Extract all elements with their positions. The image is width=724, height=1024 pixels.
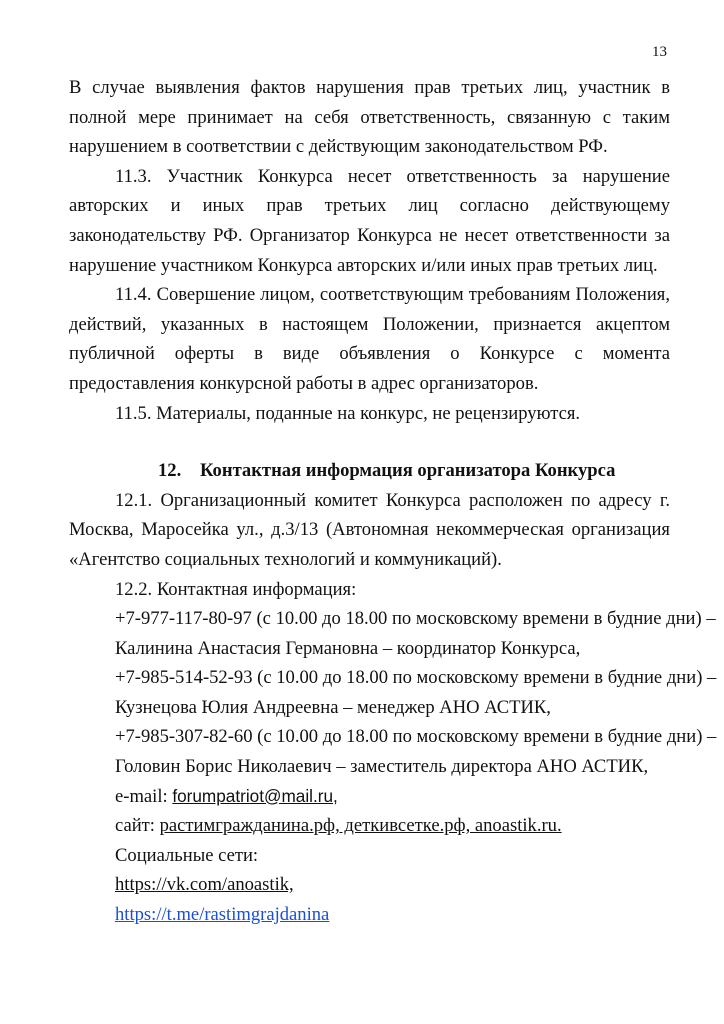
social-link-telegram-row — [69, 900, 670, 930]
email-link[interactable]: forumpatriot@mail.ru, — [172, 785, 338, 806]
paragraph-12-2: 12.2. Контактная информация: — [115, 578, 357, 600]
paragraph-12-1: 12.1. Организационный комитет Конкурса расположен по адресу г. Москва, Маросейка ул., д.3/13 (Автономная некоммерческая организация «Агентство социальных технологий и коммуникаций). — [69, 489, 670, 570]
paragraph-11-5: 11.5. Материалы, поданные на конкурс, не рецензируются. — [115, 402, 581, 424]
paragraph-11-3: 11.3. Участник Конкурса несет ответственность за нарушение авторских и иных прав третьих лиц согласно действующему законодательству РФ. Организатор Конкурса не несет ответственности за нарушение участником Конкурса авторских и/или иных прав третьих лиц. — [69, 165, 670, 276]
document-body — [69, 73, 717, 930]
contact-person-1: Калинина Анастасия Германовна – координатор Конкурса, — [115, 637, 581, 659]
section-heading — [69, 456, 670, 486]
social-link-telegram[interactable]: https://t.me/rastimgrajdanina — [115, 904, 330, 926]
contact-phone-2: +7-985-514-52-93 (с 10.00 до 18.00 по московскому времени в будние дни) – — [115, 667, 717, 689]
page-number: 13 — [652, 44, 667, 60]
social-link-vk[interactable]: https://vk.com/anoastik, — [115, 874, 294, 896]
email-label: e-mail: — [115, 785, 173, 807]
site-label: сайт: — [115, 815, 160, 837]
site-line — [69, 811, 670, 841]
contact-person-2: Кузнецова Юлия Андреевна – менеджер АНО АСТИК, — [115, 696, 551, 718]
contact-phone-3: +7-985-307-82-60 (с 10.00 до 18.00 по московскому времени в будние дни) – — [115, 726, 717, 748]
paragraph-third-party-rights: В случае выявления фактов нарушения прав третьих лиц, участник в полной мере принимает на себя ответственность, связанную с таким нарушением в соответствии с действующим законодательством РФ. — [69, 77, 670, 158]
contact-person-3: Головин Борис Николаевич – заместитель директора АНО АСТИК, — [115, 756, 649, 778]
paragraph-11-4: 11.4. Совершение лицом, соответствующим требованиям Положения, действий, указанных в настоящем Положении, признается акцептом публичной оферты в виде объявления о Конкурсе с момента предоставления конкурсной работы в адрес организаторов. — [69, 284, 670, 394]
contact-phone-1: +7-977-117-80-97 (с 10.00 до 18.00 по московскому времени в будние дни) – — [115, 608, 716, 630]
section-title: Контактная информация организатора Конкурса — [200, 460, 616, 482]
email-line — [69, 782, 670, 812]
social-link-vk-row — [69, 870, 670, 900]
site-links[interactable]: растимгражданина.рф, деткивсетке.рф, anoastik.ru. — [159, 815, 562, 837]
social-label: Социальные сети: — [115, 844, 259, 866]
section-number: 12. — [158, 460, 182, 482]
